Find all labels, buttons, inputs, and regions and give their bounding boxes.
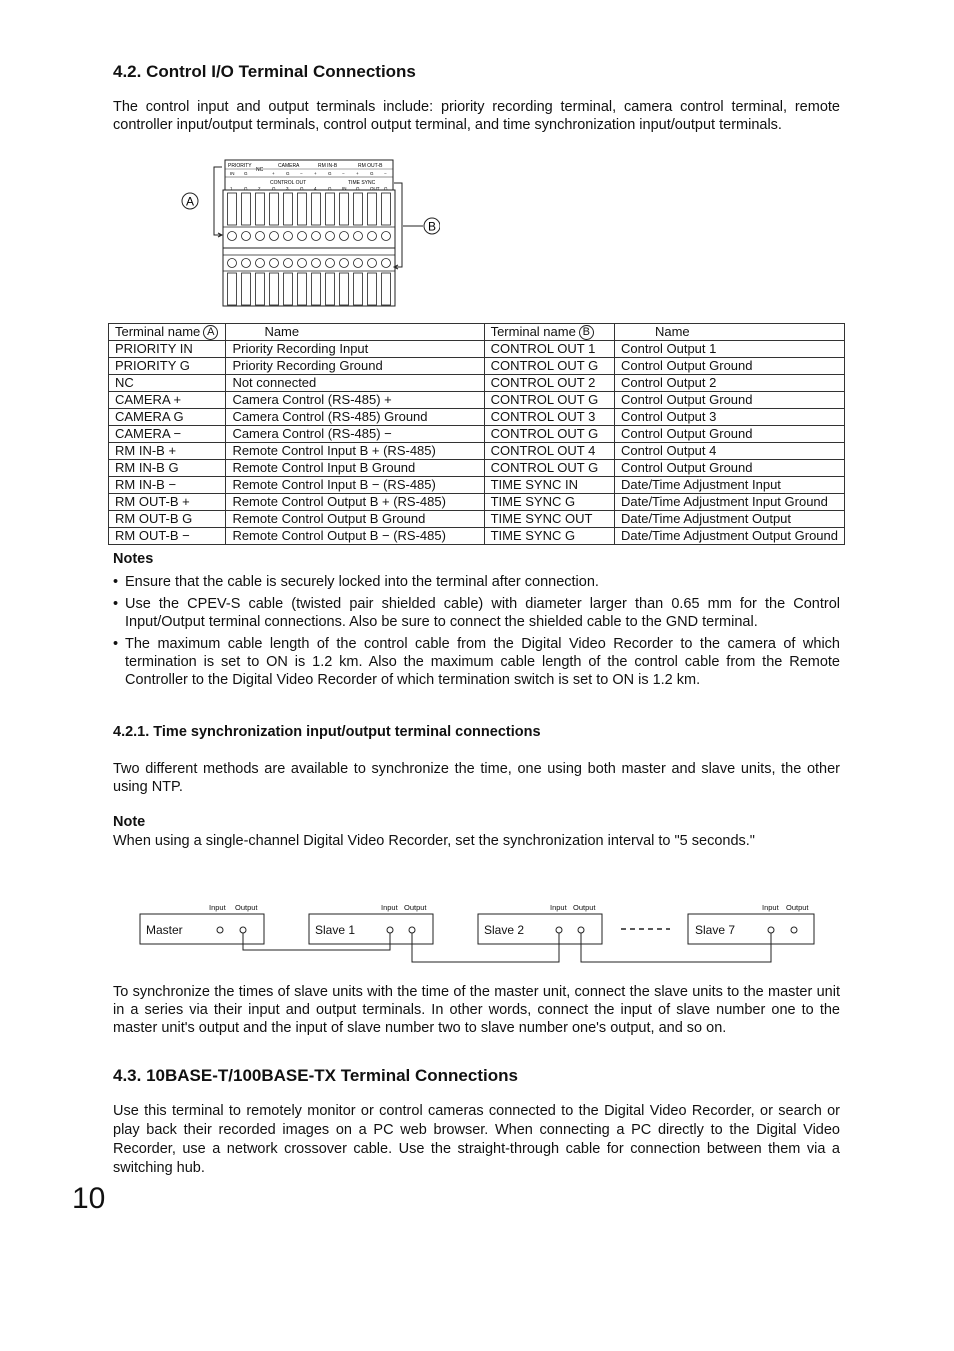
section-title-4-3: 4.3. 10BASE-T/100BASE-TX Terminal Connections [113,1066,518,1085]
name-b-cell: Date/Time Adjustment Output [614,511,844,528]
name-a-cell: Camera Control (RS-485) Ground [226,409,484,426]
svg-text:Output: Output [404,903,427,912]
svg-text:Input: Input [209,903,226,912]
svg-text:Output: Output [235,903,258,912]
bottom-pin-label: 1 [230,186,233,191]
svg-text:Input: Input [762,903,779,912]
circle-b-icon: B [579,325,594,340]
name-b-cell: Date/Time Adjustment Input [614,477,844,494]
name-a-cell: Remote Control Input B + (RS-485) [226,443,484,460]
terminal-a-cell: RM IN-B + [109,443,226,460]
label-control-out: CONTROL OUT [270,180,307,186]
bottom-pin-label: 2 [258,186,261,191]
section-4-2-intro: The control input and output terminals include: priority recording terminal, camera control terminal, remote controller input/output terminals, control output terminal, and time synchronization input/output terminals. [113,99,840,133]
top-connector-screws [228,232,391,241]
name-a-cell: Remote Control Input B Ground [226,460,484,477]
wire-slave2-slave7 [581,933,771,962]
header-name-a: Name [226,324,484,341]
header-terminal-a: Terminal name A [109,324,226,341]
bottom-pin-label: 4 [314,186,317,191]
terminal-a-cell: RM OUT-B + [109,494,226,511]
terminal-table [108,323,845,545]
terminal-b-cell: TIME SYNC IN [484,477,614,494]
name-a-cell: Remote Control Output B − (RS-485) [226,528,484,545]
name-a-cell: Not connected [226,375,484,392]
bottom-pin-label: G [244,186,248,191]
terminal-a-cell: CAMERA − [109,426,226,443]
terminal-block-diagram [170,155,440,310]
terminal-b-cell: CONTROL OUT 4 [484,443,614,460]
top-pin-label: − [384,171,387,176]
name-b-cell: Control Output 2 [614,375,844,392]
unit-slave-7 [688,903,814,944]
terminal-b-cell: CONTROL OUT 2 [484,375,614,392]
terminal-a-cell: RM OUT-B G [109,511,226,528]
section-4-3-intro: Use this terminal to remotely monitor or control cameras connected to the Digital Video Recorder, or search or play back their recorded images on a PC web browser. When connecting a PC directly to the Digital Video Recorder, use a network crossover cable. Use the straight-through cable for connection between them via a switching hub. [113,1103,840,1176]
terminal-b-cell: CONTROL OUT G [484,358,614,375]
terminal-a-cell: RM IN-B − [109,477,226,494]
unit-master [140,903,264,944]
top-pin-label: + [272,171,275,176]
svg-text:Output: Output [786,903,809,912]
name-a-cell: Camera Control (RS-485) − [226,426,484,443]
page-number: 10 [72,1182,106,1215]
top-pin-label: G [244,171,248,176]
table-row [109,426,845,443]
bottom-pin-label: IN [342,186,347,191]
svg-text:Output: Output [573,903,596,912]
table-row [109,511,845,528]
bottom-pin-label: G [356,186,360,191]
notes-title: Notes [113,551,154,567]
label-nc: NC [256,167,264,173]
label-priority: PRIORITY [228,163,252,169]
table-row [109,409,845,426]
name-a-cell: Remote Control Output B + (RS-485) [226,494,484,511]
top-pin-label: G [286,171,290,176]
section-4-2-1-explanation: To synchronize the times of slave units with the time of the master unit, connect the slave units to the master unit in a series via their input and output terminals. In other words, connect the input of slave number one to the master unit's output and the input of slave number two to slave number one's output, and so on. [113,984,840,1036]
table-row [109,375,845,392]
name-b-cell: Control Output Ground [614,426,844,443]
label-rm-in-b: RM IN-B [318,163,338,169]
terminal-b-cell: TIME SYNC G [484,494,614,511]
name-b-cell: Control Output 1 [614,341,844,358]
terminal-b-cell: CONTROL OUT 3 [484,409,614,426]
section-title-4-2-1: 4.2.1. Time synchronization input/output terminal connections [113,724,541,740]
svg-text:Input: Input [550,903,567,912]
terminal-a-cell: CAMERA G [109,409,226,426]
terminal-a-cell: CAMERA + [109,392,226,409]
name-b-cell: Control Output Ground [614,460,844,477]
label-time-sync: TIME SYNC [348,180,376,186]
table-row [109,477,845,494]
top-pin-label: + [356,171,359,176]
table-header-row [109,324,845,341]
circle-a-icon: A [203,325,218,340]
svg-text:Slave 1: Slave 1 [315,923,356,937]
name-b-cell: Control Output Ground [614,358,844,375]
name-b-cell: Control Output 3 [614,409,844,426]
header-terminal-b: Terminal name B [484,324,614,341]
bottom-pin-label: G [328,186,332,191]
svg-text:Master: Master [146,923,183,937]
table-row [109,358,845,375]
bottom-pin-label: OUT [370,186,380,191]
table-row [109,528,845,545]
terminal-a-cell: RM OUT-B − [109,528,226,545]
svg-text:Input: Input [381,903,398,912]
table-row [109,341,845,358]
name-a-cell: Priority Recording Ground [226,358,484,375]
wire-slave1-slave2 [412,933,559,962]
bottom-connector-slots [228,273,391,305]
table-row [109,443,845,460]
top-pin-label: − [342,171,345,176]
bottom-pin-label: G [272,186,276,191]
terminal-a-cell: PRIORITY G [109,358,226,375]
note-item: • The maximum cable length of the control cable from the Digital Video Recorder to the camera of which termination is set to ON is 1.2 km. Also the maximum cable length of the control cable from the Remote Controller to the Digital Video Recorder of which termination switch is set to ON is 1.2 km. [113,636,840,688]
terminal-b-cell: CONTROL OUT G [484,426,614,443]
table-row [109,392,845,409]
terminal-a-cell: RM IN-B G [109,460,226,477]
bottom-pin-label: G [300,186,304,191]
top-connector-slots [228,193,391,225]
terminal-b-cell: TIME SYNC OUT [484,511,614,528]
top-pin-label: IN [230,171,235,176]
name-a-cell: Remote Control Output B Ground [226,511,484,528]
callout-a-label: A [185,194,195,209]
unit-slave-2 [478,903,602,944]
note-title: Note [113,814,146,830]
name-a-cell: Priority Recording Input [226,341,484,358]
label-rm-out-b: RM OUT-B [358,163,383,169]
bottom-pin-label: 3 [286,186,289,191]
top-pin-labels [230,171,387,176]
bottom-pin-label: G [384,186,388,191]
table-row [109,494,845,511]
callout-b-label: B [427,219,437,234]
section-title-4-2: 4.2. Control I/O Terminal Connections [113,62,416,81]
label-camera: CAMERA [278,163,300,169]
time-sync-diagram [130,898,830,968]
top-pin-label: G [370,171,374,176]
terminal-b-cell: TIME SYNC G [484,528,614,545]
terminal-a-cell: PRIORITY IN [109,341,226,358]
terminal-b-cell: CONTROL OUT G [484,392,614,409]
note-item: • Ensure that the cable is securely locked into the terminal after connection. [113,574,599,590]
svg-text:Slave 2: Slave 2 [484,923,525,937]
svg-text:Slave 7: Slave 7 [695,923,736,937]
section-4-2-1-intro: Two different methods are available to synchronize the time, one using both master and slave units, the other using NTP. [113,761,840,795]
name-b-cell: Date/Time Adjustment Input Ground [614,494,844,511]
top-pin-label: + [314,171,317,176]
note-text: When using a single-channel Digital Video Recorder, set the synchronization interval to "5 seconds." [113,833,755,849]
bottom-connector-screws [228,259,391,268]
name-a-cell: Camera Control (RS-485) + [226,392,484,409]
name-b-cell: Control Output Ground [614,392,844,409]
terminal-a-cell: NC [109,375,226,392]
name-a-cell: Remote Control Input B − (RS-485) [226,477,484,494]
terminal-b-cell: CONTROL OUT G [484,460,614,477]
table-row [109,460,845,477]
name-b-cell: Control Output 4 [614,443,844,460]
note-item: • Use the CPEV-S cable (twisted pair shielded cable) with diameter larger than 0.65 mm for the Control Input/Output terminal connections. Also be sure to connect the shielded cable to the GND terminal. [113,596,840,630]
name-b-cell: Date/Time Adjustment Output Ground [614,528,844,545]
terminal-b-cell: CONTROL OUT 1 [484,341,614,358]
header-name-b: Name [614,324,844,341]
top-pin-label: − [300,171,303,176]
unit-slave-1 [309,903,433,944]
top-pin-label: G [328,171,332,176]
